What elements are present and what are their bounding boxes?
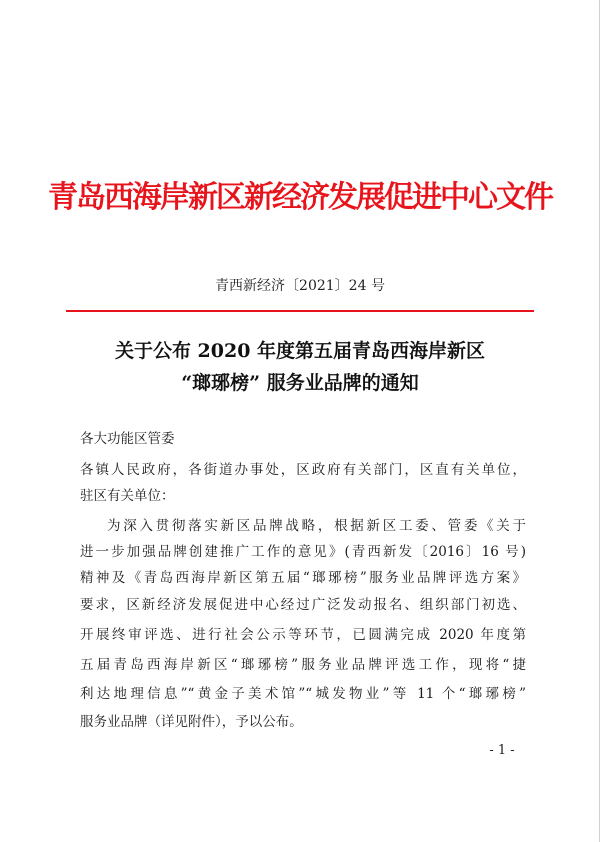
body-paragraph-line: 开展终审评选、进行社会公示等环节，已圆满完成 2020 年度第 xyxy=(80,627,526,643)
document-number: 青西新经济〔2021〕24 号 xyxy=(215,278,385,294)
red-divider-line xyxy=(66,310,534,312)
body-paragraph-line: 要求，区新经济发展促进中心经过广泛发动报名、组织部门初选、 xyxy=(80,597,526,613)
addressee-line: 驻区有关单位： xyxy=(80,488,175,504)
document-header-title: 青岛西海岸新区新经济发展促进中心文件 xyxy=(48,180,552,215)
body-paragraph-line: 精神及《青岛西海岸新区第五届“瑯琊榜”服务业品牌评选方案》 xyxy=(80,570,526,586)
body-paragraph-line: 五届青岛西海岸新区“瑯琊榜”服务业品牌评选工作，现将“捷 xyxy=(80,657,526,673)
addressee-line: 各大功能区管委 xyxy=(80,431,175,447)
notice-title-line-2: “瑯琊榜” 服务业品牌的通知 xyxy=(181,372,419,394)
body-paragraph-line: 利达地理信息”“黄金子美术馆”“城发物业”等 11 个“瑯琊榜” xyxy=(80,686,526,702)
body-paragraph-line: 为深入贯彻落实新区品牌战略，根据新区工委、管委《关于 xyxy=(107,518,526,534)
page-number: - 1 - xyxy=(489,743,515,758)
addressee-line: 各镇人民政府，各街道办事处，区政府有关部门，区直有关单位， xyxy=(80,462,526,478)
notice-title-line-1: 关于公布 2020 年度第五届青岛西海岸新区 xyxy=(114,340,486,362)
body-paragraph-line: 服务业品牌（详见附件），予以公布。 xyxy=(80,714,303,730)
body-paragraph-line: 进一步加强品牌创建推广工作的意见》(青西新发〔2016〕16 号) xyxy=(80,544,526,560)
